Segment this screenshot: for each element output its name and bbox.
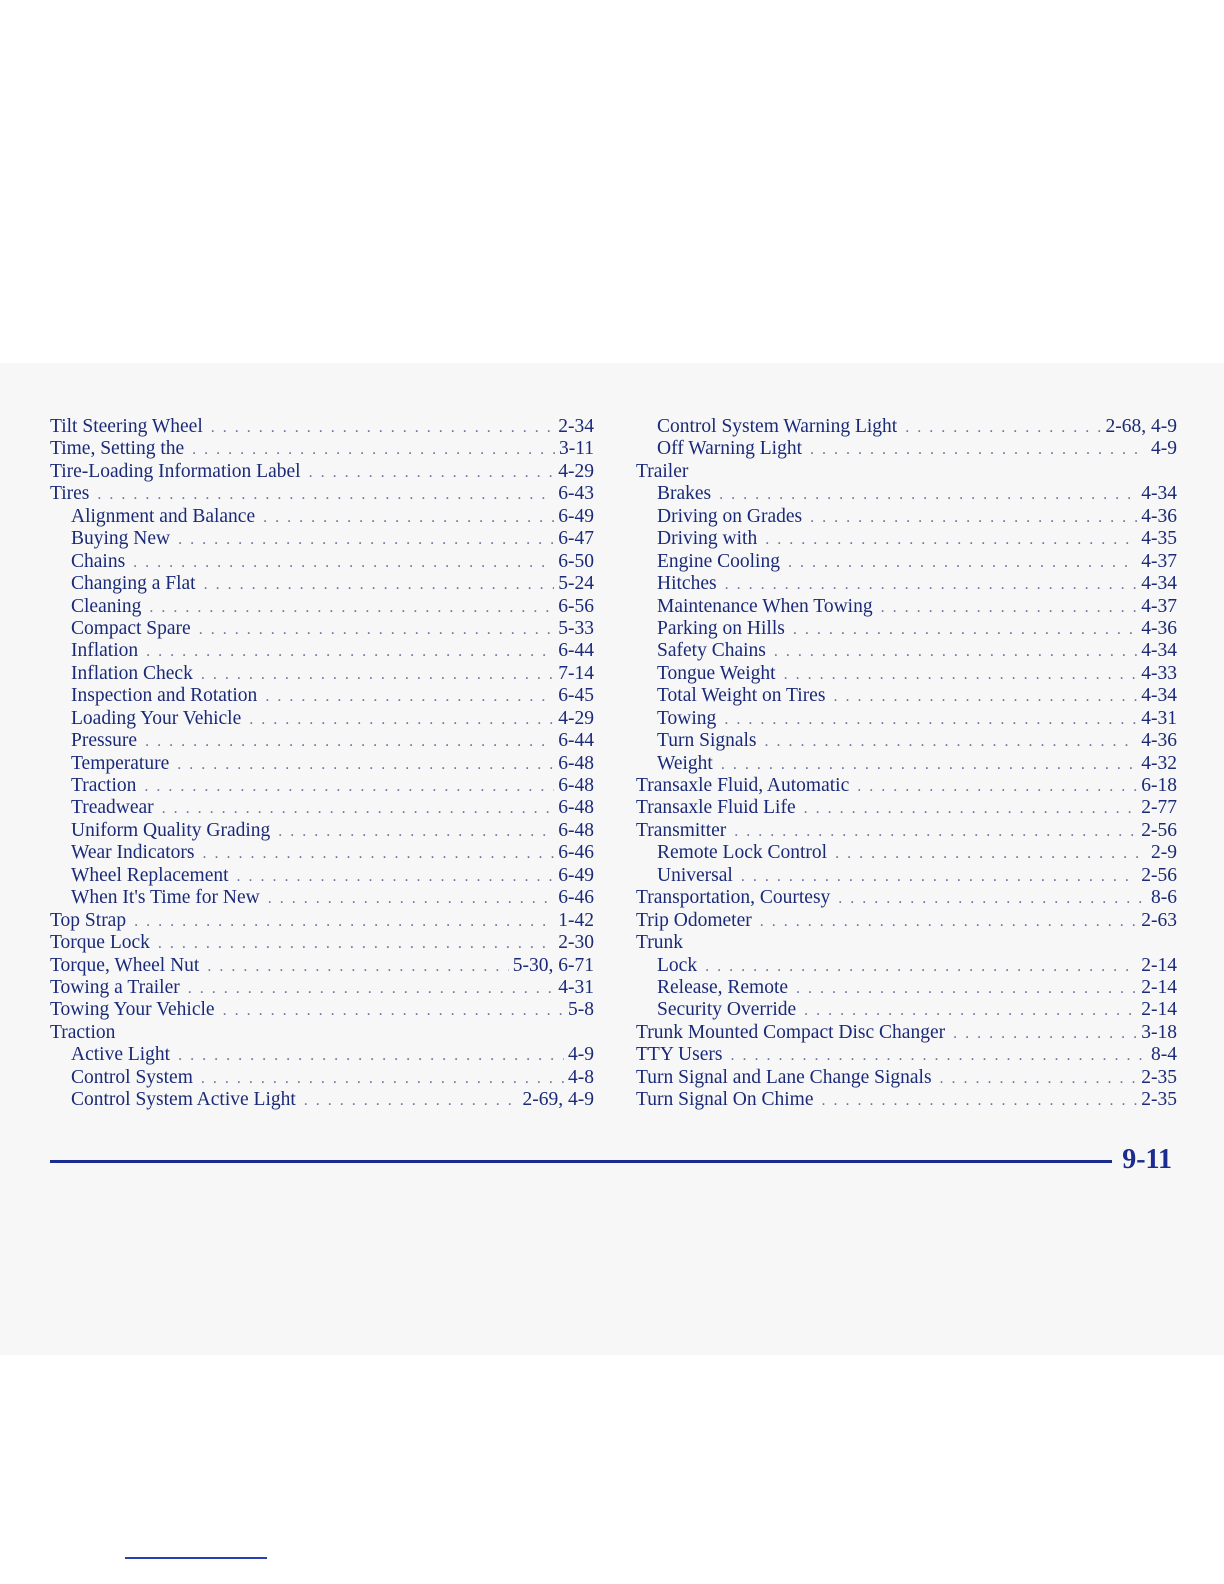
index-entry-page: 2-56 — [1141, 864, 1177, 886]
index-entry-label: Traction — [71, 775, 137, 796]
index-entry-label: Trunk Mounted Compact Disc Changer — [636, 1021, 946, 1043]
dot-leader — [719, 484, 1137, 506]
dot-leader — [765, 529, 1137, 551]
index-subentry — [636, 685, 1177, 707]
index-entry-page: 6-44 — [558, 730, 594, 752]
dot-leader — [940, 1068, 1138, 1090]
index-entry-label: Maintenance When Towing — [657, 595, 873, 617]
dot-leader — [203, 843, 555, 865]
index-entry-page: 2-35 — [1141, 1089, 1177, 1111]
index-entry — [50, 483, 594, 505]
index-subentry — [50, 865, 594, 887]
index-column-left — [50, 416, 594, 1112]
index-entry-label: Lock — [657, 954, 698, 976]
index-entry-page: 6-49 — [558, 864, 594, 886]
dot-leader — [725, 574, 1138, 596]
dot-leader — [734, 821, 1137, 843]
index-entry-label: TTY Users — [636, 1044, 723, 1066]
index-entry-label: Transaxle Fluid Life — [636, 797, 796, 819]
dot-leader — [857, 776, 1137, 798]
index-entry-label: Towing Your Vehicle — [50, 999, 215, 1021]
dot-leader — [784, 664, 1138, 686]
index-entry-label: Transaxle Fluid, Automatic — [636, 775, 850, 796]
dot-leader — [204, 574, 555, 596]
index-entry-page: 3-11 — [558, 438, 594, 460]
index-subentry — [50, 506, 594, 528]
index-entry-page: 3-18 — [1141, 1021, 1177, 1043]
index-entry-page: 6-43 — [558, 483, 594, 505]
index-entry-label: Towing a Trailer — [50, 976, 180, 998]
index-subentry — [50, 663, 594, 685]
dot-leader — [149, 597, 554, 619]
index-entry-label: Hitches — [657, 573, 717, 595]
index-entry-label: Turn Signal On Chime — [636, 1089, 814, 1111]
index-entry-page: 2-34 — [558, 416, 594, 437]
index-subentry — [636, 573, 1177, 595]
index-entry-page: 6-44 — [558, 640, 594, 662]
index-entry-page: 4-37 — [1141, 550, 1177, 572]
index-entry — [636, 775, 1177, 797]
dot-leader — [822, 1090, 1138, 1112]
index-entry-page: 6-48 — [558, 819, 594, 841]
dot-leader — [268, 888, 555, 910]
index-entry-label: Inflation Check — [71, 662, 193, 684]
dot-leader — [724, 709, 1137, 731]
index-entry-label: Off Warning Light — [657, 438, 803, 460]
dot-leader — [134, 911, 554, 933]
index-entry-page: 2-14 — [1141, 976, 1177, 998]
index-subentry — [636, 618, 1177, 640]
index-entry-page: 6-50 — [558, 550, 594, 572]
index-entry-page: 4-9 — [568, 1044, 594, 1066]
index-entry — [636, 797, 1177, 819]
index-entry-page: 4-34 — [1141, 640, 1177, 662]
index-entry-page: 6-56 — [558, 595, 594, 617]
index-entry — [636, 887, 1177, 909]
dot-leader — [144, 776, 554, 798]
index-entry-page: 2-30 — [558, 932, 594, 954]
index-subentry — [636, 865, 1177, 887]
index-entry-page: 2-14 — [1141, 954, 1177, 976]
index-subentry — [50, 753, 594, 775]
dot-leader — [249, 709, 554, 731]
index-entry-page: 4-29 — [558, 707, 594, 729]
index-subentry — [636, 708, 1177, 730]
index-entry-label: Tilt Steering Wheel — [50, 416, 203, 437]
index-entry-label: Temperature — [71, 752, 170, 774]
index-entry-page: 6-18 — [1141, 775, 1177, 796]
index-subentry — [636, 416, 1177, 438]
dot-leader — [804, 1000, 1137, 1022]
dot-leader — [760, 911, 1138, 933]
index-entry-page: 4-9 — [1151, 438, 1177, 460]
index-entry-label: Inspection and Rotation — [71, 685, 258, 707]
footer-rule — [50, 1160, 1112, 1163]
index-entry-page: 4-29 — [558, 460, 594, 482]
index-entry-page: 4-31 — [1141, 707, 1177, 729]
index-entry-label: Torque, Wheel Nut — [50, 954, 200, 976]
index-entry — [50, 910, 594, 932]
index-entry-page: 2-14 — [1141, 999, 1177, 1021]
dot-leader — [145, 731, 554, 753]
index-entry-label: Driving with — [657, 528, 758, 550]
index-entry — [636, 1044, 1177, 1066]
dot-leader — [810, 439, 1147, 461]
dot-leader — [178, 1045, 564, 1067]
dot-leader — [177, 754, 554, 776]
index-entry-page: 7-14 — [558, 662, 594, 684]
index-entry-label: Active Light — [71, 1044, 171, 1066]
index-subentry — [636, 640, 1177, 662]
index-subentry — [50, 797, 594, 819]
index-entry-label: Chains — [71, 550, 126, 572]
index-entry-label: Brakes — [657, 483, 712, 505]
index-entry — [636, 1022, 1177, 1044]
index-entry-page: 6-49 — [558, 505, 594, 527]
dot-leader — [201, 1068, 564, 1090]
index-subentry — [636, 438, 1177, 460]
index-entry-label: Control System Warning Light — [657, 416, 898, 437]
index-entry — [50, 1022, 594, 1044]
dot-leader — [162, 798, 555, 820]
index-subentry — [50, 573, 594, 595]
index-entry — [50, 932, 594, 954]
index-subentry — [50, 618, 594, 640]
index-entry-label: Control System — [71, 1066, 193, 1088]
index-entry-page: 2-63 — [1141, 909, 1177, 931]
index-subentry — [50, 640, 594, 662]
index-entry-page: 4-8 — [568, 1066, 594, 1088]
index-entry-label: Total Weight on Tires — [657, 685, 826, 707]
dot-leader — [133, 552, 554, 574]
index-entry-label: Trip Odometer — [636, 909, 752, 931]
index-entry — [50, 438, 594, 460]
index-entry-page: 2-68, 4-9 — [1105, 416, 1177, 437]
index-entry-label: Wheel Replacement — [71, 864, 229, 886]
index-entry-label: Changing a Flat — [71, 573, 196, 595]
index-entry-page: 6-48 — [558, 752, 594, 774]
index-entry-page: 2-56 — [1141, 819, 1177, 841]
index-entry — [636, 1067, 1177, 1089]
bottom-link-underline — [125, 1557, 267, 1559]
dot-leader — [304, 1090, 519, 1112]
index-subentry — [50, 528, 594, 550]
index-entry-page: 2-69, 4-9 — [522, 1089, 594, 1111]
index-entry-page: 5-30, 6-71 — [512, 954, 594, 976]
dot-leader — [211, 417, 555, 439]
dot-leader — [765, 731, 1138, 753]
dot-leader — [263, 507, 554, 529]
index-entry-label: Parking on Hills — [657, 617, 785, 639]
index-subentry — [50, 551, 594, 573]
index-entry-page: 4-32 — [1141, 752, 1177, 774]
dot-leader — [905, 417, 1101, 439]
index-entry — [50, 999, 594, 1021]
index-entry-label: Traction — [50, 1021, 116, 1043]
index-entry-label: Top Strap — [50, 909, 127, 931]
index-entry-label: Control System Active Light — [71, 1089, 296, 1111]
index-subentry — [636, 999, 1177, 1021]
index-entry-page: 8-6 — [1151, 887, 1177, 909]
index-subentry — [50, 820, 594, 842]
index-entry — [50, 461, 594, 483]
index-entry-page: 8-4 — [1151, 1044, 1177, 1066]
dot-leader — [881, 597, 1138, 619]
index-entry-page: 4-34 — [1141, 685, 1177, 707]
index-entry-page: 4-34 — [1141, 573, 1177, 595]
index-entry-page: 4-36 — [1141, 617, 1177, 639]
index-entry-label: Remote Lock Control — [657, 842, 828, 864]
index-entry-page: 4-36 — [1141, 505, 1177, 527]
index-entry-label: Treadwear — [71, 797, 154, 819]
dot-leader — [741, 866, 1137, 888]
index-subentry — [636, 977, 1177, 999]
index-entry-page: 6-48 — [558, 775, 594, 796]
index-subentry — [636, 596, 1177, 618]
dot-leader — [721, 754, 1137, 776]
index-subentry — [50, 596, 594, 618]
index-entry-page: 5-33 — [558, 617, 594, 639]
dot-leader — [278, 821, 554, 843]
index-subentry — [636, 528, 1177, 550]
dot-leader — [309, 462, 555, 484]
index-subentry — [636, 955, 1177, 977]
dot-leader — [793, 619, 1137, 641]
index-entry-label: Compact Spare — [71, 617, 191, 639]
index-entry-label: Universal — [657, 864, 733, 886]
dot-leader — [730, 1045, 1147, 1067]
index-entry-page: 6-46 — [558, 842, 594, 864]
dot-leader — [796, 978, 1137, 1000]
index-subentry — [636, 483, 1177, 505]
dot-leader — [201, 664, 554, 686]
index-subentry — [636, 730, 1177, 752]
index-subentry — [50, 842, 594, 864]
dot-leader — [188, 978, 555, 1000]
index-entry-page: 2-35 — [1141, 1066, 1177, 1088]
index-entry-label: Transmitter — [636, 819, 727, 841]
dot-leader — [192, 439, 555, 461]
dot-leader — [207, 956, 508, 978]
index-entry-label: Trunk — [636, 932, 683, 954]
dot-leader — [97, 484, 554, 506]
index-entry-page: 4-37 — [1141, 595, 1177, 617]
dot-leader — [265, 686, 554, 708]
index-subentry — [50, 775, 594, 797]
index-subentry — [50, 887, 594, 909]
dot-leader — [804, 798, 1138, 820]
index-entry-page: 4-34 — [1141, 483, 1177, 505]
index-subentry — [50, 685, 594, 707]
index-entry-label: Weight — [657, 752, 713, 774]
index-subentry — [636, 842, 1177, 864]
index-entry-label: Turn Signals — [657, 730, 757, 752]
index-entry-label: Release, Remote — [657, 976, 789, 998]
index-entry — [50, 955, 594, 977]
index-entry-page: 4-31 — [558, 976, 594, 998]
index-entry-label: Transportation, Courtesy — [636, 887, 831, 909]
index-subentry — [636, 753, 1177, 775]
page-number: 9-11 — [1122, 1144, 1172, 1175]
index-entry-page: 4-35 — [1141, 528, 1177, 550]
index-subentry — [50, 708, 594, 730]
index-entry — [636, 1089, 1177, 1111]
index-entry-label: Buying New — [71, 528, 171, 550]
index-entry-label: Tires — [50, 483, 90, 505]
index-entry-page: 6-45 — [558, 685, 594, 707]
index-entry-label: Turn Signal and Lane Change Signals — [636, 1066, 932, 1088]
index-entry — [636, 932, 1177, 954]
dot-leader — [705, 956, 1137, 978]
dot-leader — [146, 641, 554, 663]
index-entry-label: Cleaning — [71, 595, 142, 617]
index-entry-label: Towing — [657, 707, 717, 729]
index-entry-page: 6-46 — [558, 887, 594, 909]
index-entry — [636, 910, 1177, 932]
index-entry-label: Driving on Grades — [657, 505, 803, 527]
dot-leader — [833, 686, 1137, 708]
index-entry — [636, 820, 1177, 842]
index-entry-label: Security Override — [657, 999, 797, 1021]
dot-leader — [810, 507, 1137, 529]
index-subentry — [636, 551, 1177, 573]
dot-leader — [953, 1023, 1137, 1045]
index-entry-label: Safety Chains — [657, 640, 766, 662]
index-entry-page: 5-24 — [558, 573, 594, 595]
index-entry-label: When It's Time for New — [71, 887, 260, 909]
index-subentry — [50, 1089, 594, 1111]
dot-leader — [774, 641, 1137, 663]
index-entry-label: Pressure — [71, 730, 138, 752]
index-column-right — [636, 416, 1177, 1112]
index-entry-page: 6-47 — [558, 528, 594, 550]
index-entry-page: 4-36 — [1141, 730, 1177, 752]
index-entry-label: Tongue Weight — [657, 662, 776, 684]
dot-leader — [835, 843, 1147, 865]
index-entry-page: 5-8 — [568, 999, 594, 1021]
index-entry — [636, 461, 1177, 483]
index-entry-label: Trailer — [636, 460, 689, 482]
dot-leader — [158, 933, 554, 955]
index-entry-label: Uniform Quality Grading — [71, 819, 271, 841]
dot-leader — [223, 1000, 564, 1022]
index-subentry — [636, 506, 1177, 528]
index-entry-label: Inflation — [71, 640, 139, 662]
dot-leader — [199, 619, 555, 641]
index-entry-page: 2-77 — [1141, 797, 1177, 819]
index-entry — [50, 977, 594, 999]
dot-leader — [237, 866, 555, 888]
index-entry-page: 1-42 — [558, 909, 594, 931]
index-subentry — [50, 1044, 594, 1066]
index-entry-page: 4-33 — [1141, 662, 1177, 684]
index-subentry — [50, 1067, 594, 1089]
index-entry-label: Loading Your Vehicle — [71, 707, 242, 729]
dot-leader — [788, 552, 1137, 574]
index-entry-label: Tire-Loading Information Label — [50, 460, 301, 482]
dot-leader — [178, 529, 554, 551]
dot-leader — [838, 888, 1147, 910]
index-entry — [50, 416, 594, 438]
index-subentry — [636, 663, 1177, 685]
index-entry-label: Wear Indicators — [71, 842, 195, 864]
index-entry-label: Alignment and Balance — [71, 505, 256, 527]
index-entry-label: Engine Cooling — [657, 550, 780, 572]
index-entry-page: 6-48 — [558, 797, 594, 819]
index-entry-page: 2-9 — [1151, 842, 1177, 864]
index-subentry — [50, 730, 594, 752]
index-entry-label: Torque Lock — [50, 932, 150, 954]
index-entry-label: Time, Setting the — [50, 438, 185, 460]
